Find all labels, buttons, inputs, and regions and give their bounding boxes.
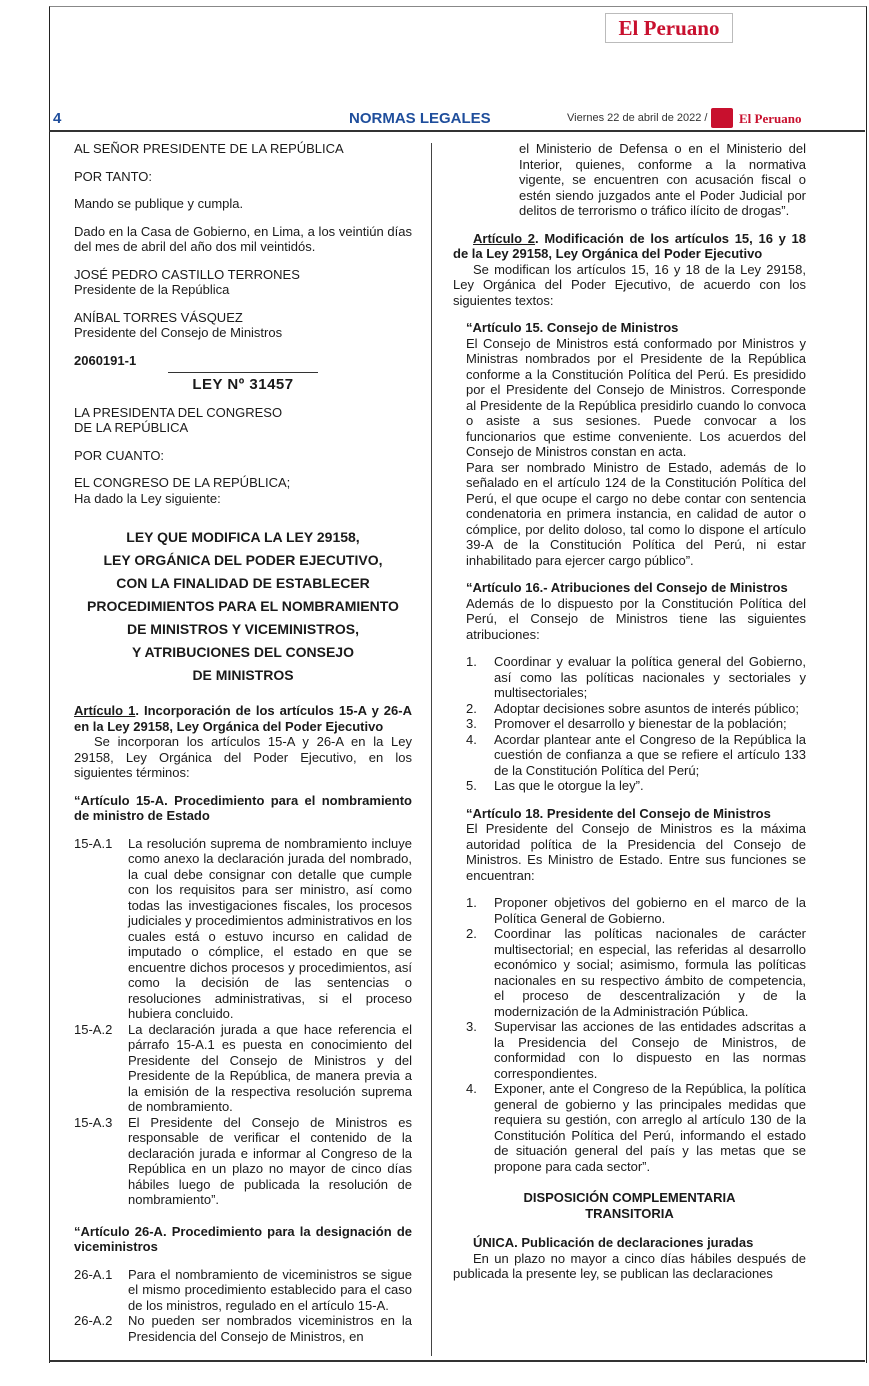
law-number: LEY Nº 31457 <box>192 376 294 393</box>
list-item: 1. Proponer objetivos del gobierno en el marco de la Política General de Gobierno. <box>466 895 806 926</box>
section-title: NORMAS LEGALES <box>349 110 491 127</box>
article-18-body: El Presidente del Consejo de Ministros es la máxima autoridad política de la Presidencia del Consejo de Ministros. Es Ministro de Estado. Entre sus funciones se encuentran: <box>466 821 806 883</box>
list-item: 15-A.2 La declaración jurada a que hace referencia el párrafo 15-A.1 es puesta en conocimiento del Presidente del Consejo de Ministros y del Presidente de la República, de manera previa a la emisión de la respectiva resolución suprema de nombramiento. <box>74 1021 412 1114</box>
list-item: 15-A.3 El Presidente del Consejo de Ministros es responsable de verificar el contenido de la declaración jurada e informar al Congreso de la República en un plazo no mayor de cinco días hábiles luego de publicada la resolución de nombramiento”. <box>74 1114 412 1207</box>
coat-of-arms-icon <box>711 108 733 128</box>
page-number: 4 <box>53 110 62 127</box>
publication-date: Viernes 22 de abril de 2022 / <box>567 112 708 124</box>
law-title-line: PROCEDIMIENTOS PARA EL NOMBRAMIENTO <box>87 598 399 614</box>
list-item: 26-A.2 No pueden ser nombrados viceministros en la Presidencia del Consejo de Ministros, en <box>74 1313 412 1344</box>
list-item: 2. Coordinar las políticas nacionales de carácter multisectorial; en especial, las referidas al desarrollo económico y social; asimismo, formula las políticas nacionales en su respectivo ámbito de competencia, el proceso de descentralización y de la modernización de la Administración Pública. <box>466 926 806 1019</box>
header-logo: El Peruano <box>739 111 802 126</box>
continued-text: el Ministerio de Defensa o en el Ministerio del Interior, quienes, conforme a la normativa vigente, se encuentren con acusación fiscal o estén siendo juzgados ante el Poder Judicial por delitos de terrorismo o tráfico ilícito de drogas”. <box>519 141 806 218</box>
signatory-2-name: ANÍBAL TORRES VÁSQUEZ <box>74 309 243 325</box>
law-title-line: DE MINISTROS Y VICEMINISTROS, <box>126 621 360 637</box>
list-item: 2. Adoptar decisiones sobre asuntos de interés público; <box>466 700 799 716</box>
por-cuanto: POR CUANTO: <box>74 447 165 463</box>
article-15a-heading: “Artículo 15-A. Procedimiento para el nombramiento de ministro de Estado <box>74 792 412 823</box>
list-item: 4. Exponer, ante el Congreso de la República, la política general de gobierno y las principales medidas que requiera su gestión, con arreglo al artículo 130 de la Constitución Política del Perú, informando el estado de situación general del país y las metas que se propone para cada sector”. <box>466 1081 806 1174</box>
list-item: 3. Promover el desarrollo y bienestar de la población; <box>466 716 787 731</box>
addressee: AL SEÑOR PRESIDENTE DE LA REPÚBLICA <box>74 141 344 156</box>
law-title-line: CON LA FINALIDAD DE ESTABLECER <box>116 575 370 591</box>
list-item: 1. Coordinar y evaluar la política general del Gobierno, así como las políticas nacionales y sectoriales y multisectoriales; <box>466 654 806 700</box>
presidenta-line-1: LA PRESIDENTA DEL CONGRESO <box>74 404 283 420</box>
mando-publique: Mando se publique y cumpla. <box>74 196 244 211</box>
list-item: 26-A.1 Para el nombramiento de viceministros se sigue el mismo procedimiento establecido para el caso de los ministros, regulado en el artículo 15-A. <box>74 1266 412 1313</box>
page-header <box>49 108 865 132</box>
right-column <box>453 141 806 1282</box>
law-title-line: DE MINISTROS <box>192 667 294 683</box>
ha-dado: Ha dado la Ley siguiente: <box>74 490 221 506</box>
law-title <box>74 526 412 687</box>
law-title-line: LEY QUE MODIFICA LA LEY 29158, <box>126 529 360 545</box>
article-16-body: Además de lo dispuesto por la Constitución Política del Perú, el Consejo de Ministros tiene las siguientes atribuciones: <box>466 595 806 642</box>
article-2-label: Artículo 2 <box>473 230 536 246</box>
list-item: 15-A.1 La resolución suprema de nombramiento incluye como anexo la declaración jurada del nombrado, la cual debe consignar con detalle que cumple con los requisitos para ser ministro, así como todas las investigaciones fiscales, los procesos judiciales y procedimientos administrativos en los cuales está o estuvo incurso en calidad de imputado o cómplice, el estado en que se encuentre dichos procesos y procedimientos, así como la decisión de las sentencias o resoluciones administrativas, si el proceso hubiera concluido. <box>74 835 412 1021</box>
article-1-label: Artículo 1 <box>74 703 136 718</box>
dado-en: Dado en la Casa de Gobierno, en Lima, a los veintiún días del mes de abril del año dos mil veintidós. <box>74 223 412 254</box>
unica-heading: ÚNICA. Publicación de declaraciones juradas <box>473 1235 754 1250</box>
article-15-para-1: El Consejo de Ministros está conformado por Ministros y Ministras nombrados por el Presidente de la República conforme a la Constitución Política del Perú. Es presidido por el Presidente del Consejo de Ministros. Corresponde al Presidente de la República presidirlo cuando lo convoca o asiste a sus sesiones. Puede convocar a los funcionarios que estime conveniente. Los acuerdos del Consejo de Ministros constan en acta. <box>466 335 806 459</box>
congreso-line: EL CONGRESO DE LA REPÚBLICA; <box>74 475 291 490</box>
article-26a-heading: “Artículo 26-A. Procedimiento para la designación de viceministros <box>74 1223 412 1254</box>
disposition-title-2: TRANSITORIA <box>585 1205 674 1221</box>
masthead-logo: El Peruano <box>605 13 733 43</box>
unica-body: En un plazo no mayor a cinco días hábiles después de publicada la presente ley, se publican las declaraciones <box>453 1250 806 1281</box>
list-item: 4. Acordar plantear ante el Congreso de la República la cuestión de confianza a que se refiere el artículo 133 de la Constitución Política del Perú; <box>466 731 806 778</box>
bottom-rule <box>49 1360 865 1362</box>
article-15-heading: “Artículo 15. Consejo de Ministros <box>466 320 679 335</box>
por-tanto: POR TANTO: <box>74 168 153 184</box>
article-2-body: Se modifican los artículos 15, 16 y 18 de la Ley 29158, Ley Orgánica del Poder Ejecutivo, de acuerdo con los siguientes textos: <box>453 261 806 308</box>
signatory-2-role: Presidente del Consejo de Ministros <box>74 325 283 340</box>
law-title-line: LEY ORGÁNICA DEL PODER EJECUTIVO, <box>103 552 383 568</box>
list-item: 5. Las que le otorgue la ley”. <box>466 778 644 793</box>
article-16-heading: “Artículo 16.- Atribuciones del Consejo de Ministros <box>466 580 788 595</box>
article-15-para-2: Para ser nombrado Ministro de Estado, además de lo señalado en el artículo 124 de la Constitución Política del Perú, el que ocupe el cargo no debe contar con sentencia condenatoria en primera instancia, en calidad de autor o cómplice, por delito doloso, tal como lo dispone el artículo 39-A de la Constitución Política del Perú, ni estar inhabilitado para ejercer cargo público”. <box>466 459 806 568</box>
article-18-heading: “Artículo 18. Presidente del Consejo de Ministros <box>466 805 771 821</box>
presidenta-line-2: DE LA REPÚBLICA <box>74 420 189 435</box>
article-1-body: Se incorporan los artículos 15-A y 26-A en la Ley 29158, Ley Orgánica del Poder Ejecutivo, en los siguientes términos: <box>74 734 412 780</box>
norm-code: 2060191-1 <box>74 352 137 368</box>
separator-line <box>168 372 318 373</box>
article-2-heading: . Modificación de los artículos 15, 16 y 18 de la Ley 29158, Ley Orgánica del Poder Ejecutivo <box>453 230 806 261</box>
left-column <box>74 141 412 1344</box>
signatory-1-role: Presidente de la República <box>74 282 230 297</box>
column-divider <box>431 143 432 1356</box>
article-1-heading: . Incorporación de los artículos 15-A y 26-A en la Ley 29158, Ley Orgánica del Poder Ejecutivo <box>74 703 412 734</box>
law-title-line: Y ATRIBUCIONES DEL CONSEJO <box>132 644 354 660</box>
signatory-1-name: JOSÉ PEDRO CASTILLO TERRONES <box>74 266 300 282</box>
list-item: 3. Supervisar las acciones de las entidades adscritas a la Presidencia del Consejo de Ministros, de conformidad con lo dispuesto en las normas correspondientes. <box>466 1019 806 1081</box>
disposition-title-1: DISPOSICIÓN COMPLEMENTARIA <box>523 1190 736 1205</box>
